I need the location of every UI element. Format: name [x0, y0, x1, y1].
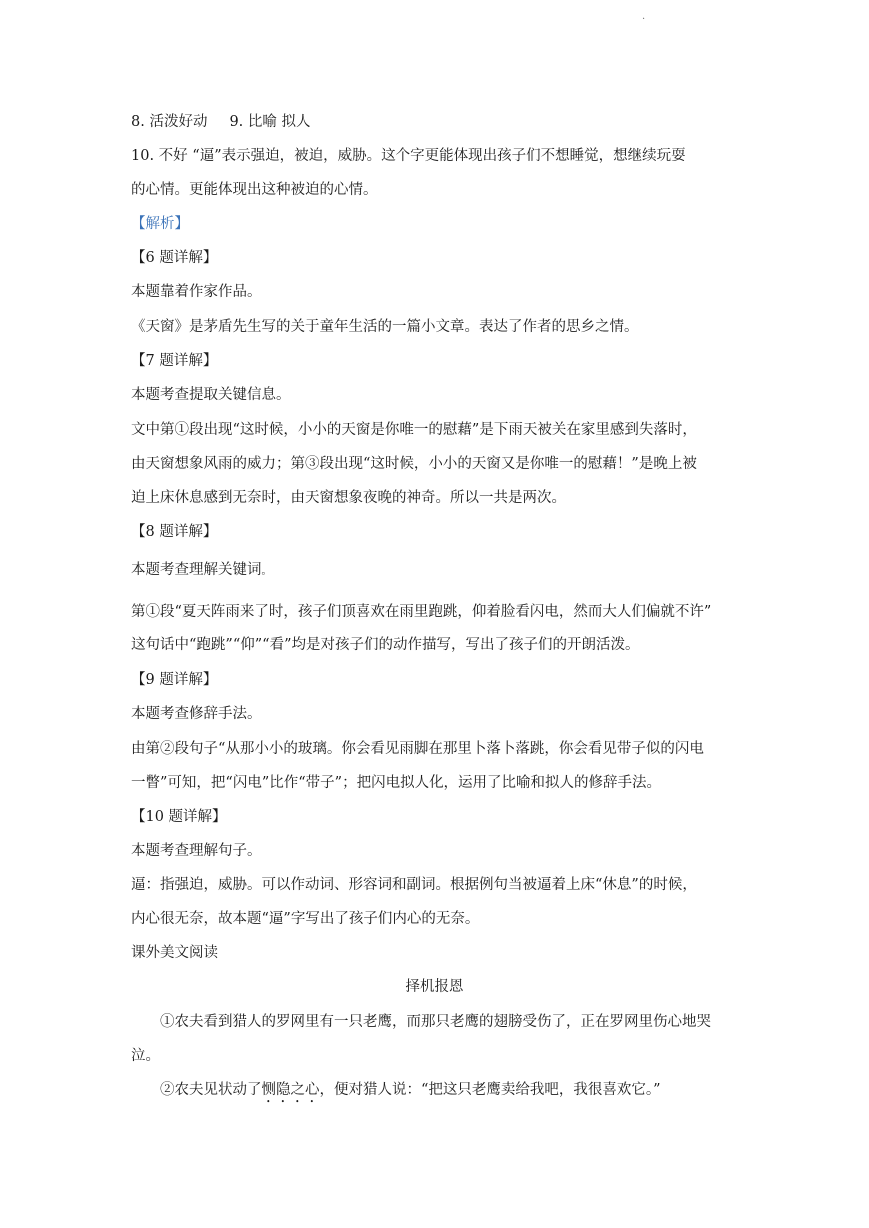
q8-paragraph-2-line-2: 这句话中“跑跳”“仰”“看”均是对孩子们的动作描写，写出了孩子们的开朗活泼。 [131, 637, 640, 653]
article-paragraph-1-line-2: 泣。 [131, 1048, 160, 1064]
q6-paragraph-1: 本题靠着作家作品。 [131, 284, 262, 300]
article-title: 择机报恩 [405, 979, 464, 995]
q8-paragraph-1: 本题考查理解关键词。 [131, 562, 272, 578]
q10-paragraph-1: 本题考查理解句子。 [131, 843, 262, 859]
q10-paragraph-2-line-2: 内心很无奈，故本题“逼”字写出了孩子们内心的无奈。 [131, 911, 480, 927]
q6-paragraph-2: 《天窗》是茅盾先生写的关于童年生活的一篇小文章。表达了作者的思乡之情。 [131, 319, 639, 335]
q9-paragraph-2-line-1: 由第②段句子“从那小小的玻璃。你会看见雨脚在那里卜落卜落跳，你会看见带子似的闪电 [131, 741, 704, 757]
q9-paragraph-1: 本题考查修辞手法。 [131, 706, 262, 722]
q9-heading: 【9 题详解】 [131, 672, 218, 688]
q6-heading: 【6 题详解】 [131, 250, 218, 266]
q9-paragraph-2-line-2: 一瞥”可知，把“闪电”比作“带子”；把闪电拟人化，运用了比喻和拟人的修辞手法。 [131, 775, 662, 791]
q8-paragraph-2-line-1: 第①段“夏天阵雨来了时，孩子们顶喜欢在雨里跑跳，仰着脸看闪电，然而大人们偏就不许” [131, 604, 712, 620]
q7-paragraph-2-line-1: 文中第①段出现“这时候，小小的天窗是你唯一的慰藉”是下雨天被关在家里感到失落时， [131, 422, 697, 438]
top-mark: · [642, 14, 646, 25]
section-label: 课外美文阅读 [131, 945, 218, 961]
article-paragraph-1-line-1: ①农夫看到猎人的罗网里有一只老鹰，而那只老鹰的翅膀受伤了，正在罗网里伤心地哭 [160, 1014, 711, 1030]
q7-paragraph-2-line-3: 迫上床休息感到无奈时，由天窗想象夜晚的神奇。所以一共是两次。 [131, 490, 566, 506]
q7-heading: 【7 题详解】 [131, 353, 218, 369]
q10-heading: 【10 题详解】 [131, 809, 227, 825]
q7-paragraph-1: 本题考查提取关键信息。 [131, 387, 291, 403]
answer-8: 8. 活泼好动 [131, 114, 208, 130]
q10-paragraph-2-line-1: 逼：指强迫，威胁。可以作动词、形容词和副词。根据例句当被逼着上床“休息”的时候， [131, 877, 697, 893]
answer-10-line-2: 的心情。更能体现出这种被迫的心情。 [131, 182, 378, 198]
analysis-label: 【解析】 [131, 216, 189, 232]
q8-heading: 【8 题详解】 [131, 524, 218, 540]
answers-8-9 [131, 113, 741, 131]
emphasized-phrase: 恻隐之心 [261, 1082, 320, 1098]
article-paragraph-2: ②农夫见状动了恻隐之心，便对猎人说：“把这只老鹰卖给我吧，我很喜欢它。” [160, 1082, 661, 1098]
answer-9: 9. 比喻 拟人 [229, 114, 311, 130]
answer-10-line-1: 10. 不好 “逼”表示强迫，被迫，威胁。这个字更能体现出孩子们不想睡觉，想继续玩耍 [131, 148, 686, 164]
q7-paragraph-2-line-2: 由天窗想象风雨的威力；第③段出现“这时候，小小的天窗又是你唯一的慰藉！”是晚上被 [131, 456, 697, 472]
